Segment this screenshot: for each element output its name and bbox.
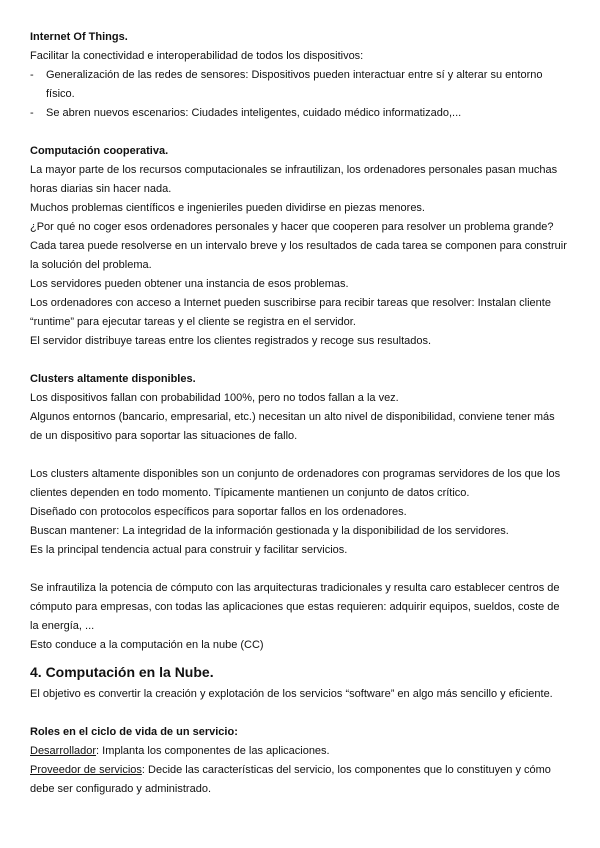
list-item: - Se abren nuevos escenarios: Ciudades inteligentes, cuidado médico informatizado,...: [30, 104, 575, 123]
paragraph: Se infrautiliza la potencia de cómputo con las arquitecturas tradicionales y resulta caro establecer centros de: [30, 582, 560, 594]
role-term: Desarrollador: [30, 745, 97, 757]
role-description: : Decide las características del servicio, los componentes que lo constituyen y cómo: [141, 764, 551, 776]
role-term: Proveedor de servicios: [30, 764, 142, 776]
document-page: [30, 28, 575, 799]
paragraph: Los ordenadores con acceso a Internet pueden suscribirse para recibir tareas que resolver: Instalan cliente: [30, 297, 551, 309]
paragraph: clientes dependen en todo momento. Típicamente mantienen un conjunto de datos crítico.: [30, 487, 470, 499]
paragraph: Los servidores pueden obtener una instancia de esos problemas.: [30, 278, 349, 290]
paragraph: la energía, ...: [30, 620, 95, 632]
heading-cloud-computing: 4. Computación en la Nube.: [30, 664, 214, 680]
paragraph: Esto conduce a la computación en la nube (CC): [30, 639, 264, 651]
section-title-clusters: Clusters altamente disponibles.: [30, 373, 196, 385]
paragraph: debe ser configurado y administrado.: [30, 783, 211, 795]
paragraph: La mayor parte de los recursos computacionales se infrautilizan, los ordenadores personales pasan muchas: [30, 164, 558, 176]
role-developer: [30, 742, 575, 761]
section-title-iot: Internet Of Things.: [30, 31, 128, 43]
list-item: - Generalización de las redes de sensores: Dispositivos pueden interactuar entre sí y alterar su entorno: [30, 66, 575, 85]
list-item-continuation: físico.: [46, 88, 75, 100]
paragraph: Es la principal tendencia actual para construir y facilitar servicios.: [30, 544, 348, 556]
paragraph: Los dispositivos fallan con probabilidad 100%, pero no todos fallan a la vez.: [30, 392, 399, 404]
paragraph: cómputo para empresas, con todas las aplicaciones que estas requieren: adquirir equipos, sueldos, coste de: [30, 601, 560, 613]
paragraph: El objetivo es convertir la creación y explotación de los servicios “software” en algo más sencillo y eficiente.: [30, 688, 553, 700]
paragraph: Diseñado con protocolos específicos para soportar fallos en los ordenadores.: [30, 506, 407, 518]
section-title-roles: Roles en el ciclo de vida de un servicio:: [30, 726, 238, 738]
paragraph: de un dispositivo para soportar las situaciones de fallo.: [30, 430, 298, 442]
paragraph: El servidor distribuye tareas entre los clientes registrados y recoge sus resultados.: [30, 335, 432, 347]
paragraph: Buscan mantener: La integridad de la información gestionada y la disponibilidad de los servidores.: [30, 525, 509, 537]
paragraph: ¿Por qué no coger esos ordenadores personales y hacer que cooperen para resolver un problema grande?: [30, 221, 554, 233]
paragraph: Facilitar la conectividad e interoperabilidad de todos los dispositivos:: [30, 50, 364, 62]
paragraph: Algunos entornos (bancario, empresarial, etc.) necesitan un alto nivel de disponibilidad, conviene tener más: [30, 411, 555, 423]
paragraph: la solución del problema.: [30, 259, 152, 271]
paragraph: Muchos problemas científicos e ingenieriles pueden dividirse en piezas menores.: [30, 202, 425, 214]
role-provider: [30, 761, 575, 780]
paragraph: “runtime” para ejecutar tareas y el cliente se registra en el servidor.: [30, 316, 356, 328]
section-title-cooperative: Computación cooperativa.: [30, 145, 169, 157]
paragraph: Cada tarea puede resolverse en un intervalo breve y los resultados de cada tarea se componen para construir: [30, 240, 567, 252]
paragraph: Los clusters altamente disponibles son un conjunto de ordenadores con programas servidores de los que los: [30, 468, 561, 480]
paragraph: horas diarias sin hacer nada.: [30, 183, 172, 195]
role-description: : Implanta los componentes de las aplicaciones.: [96, 745, 330, 757]
